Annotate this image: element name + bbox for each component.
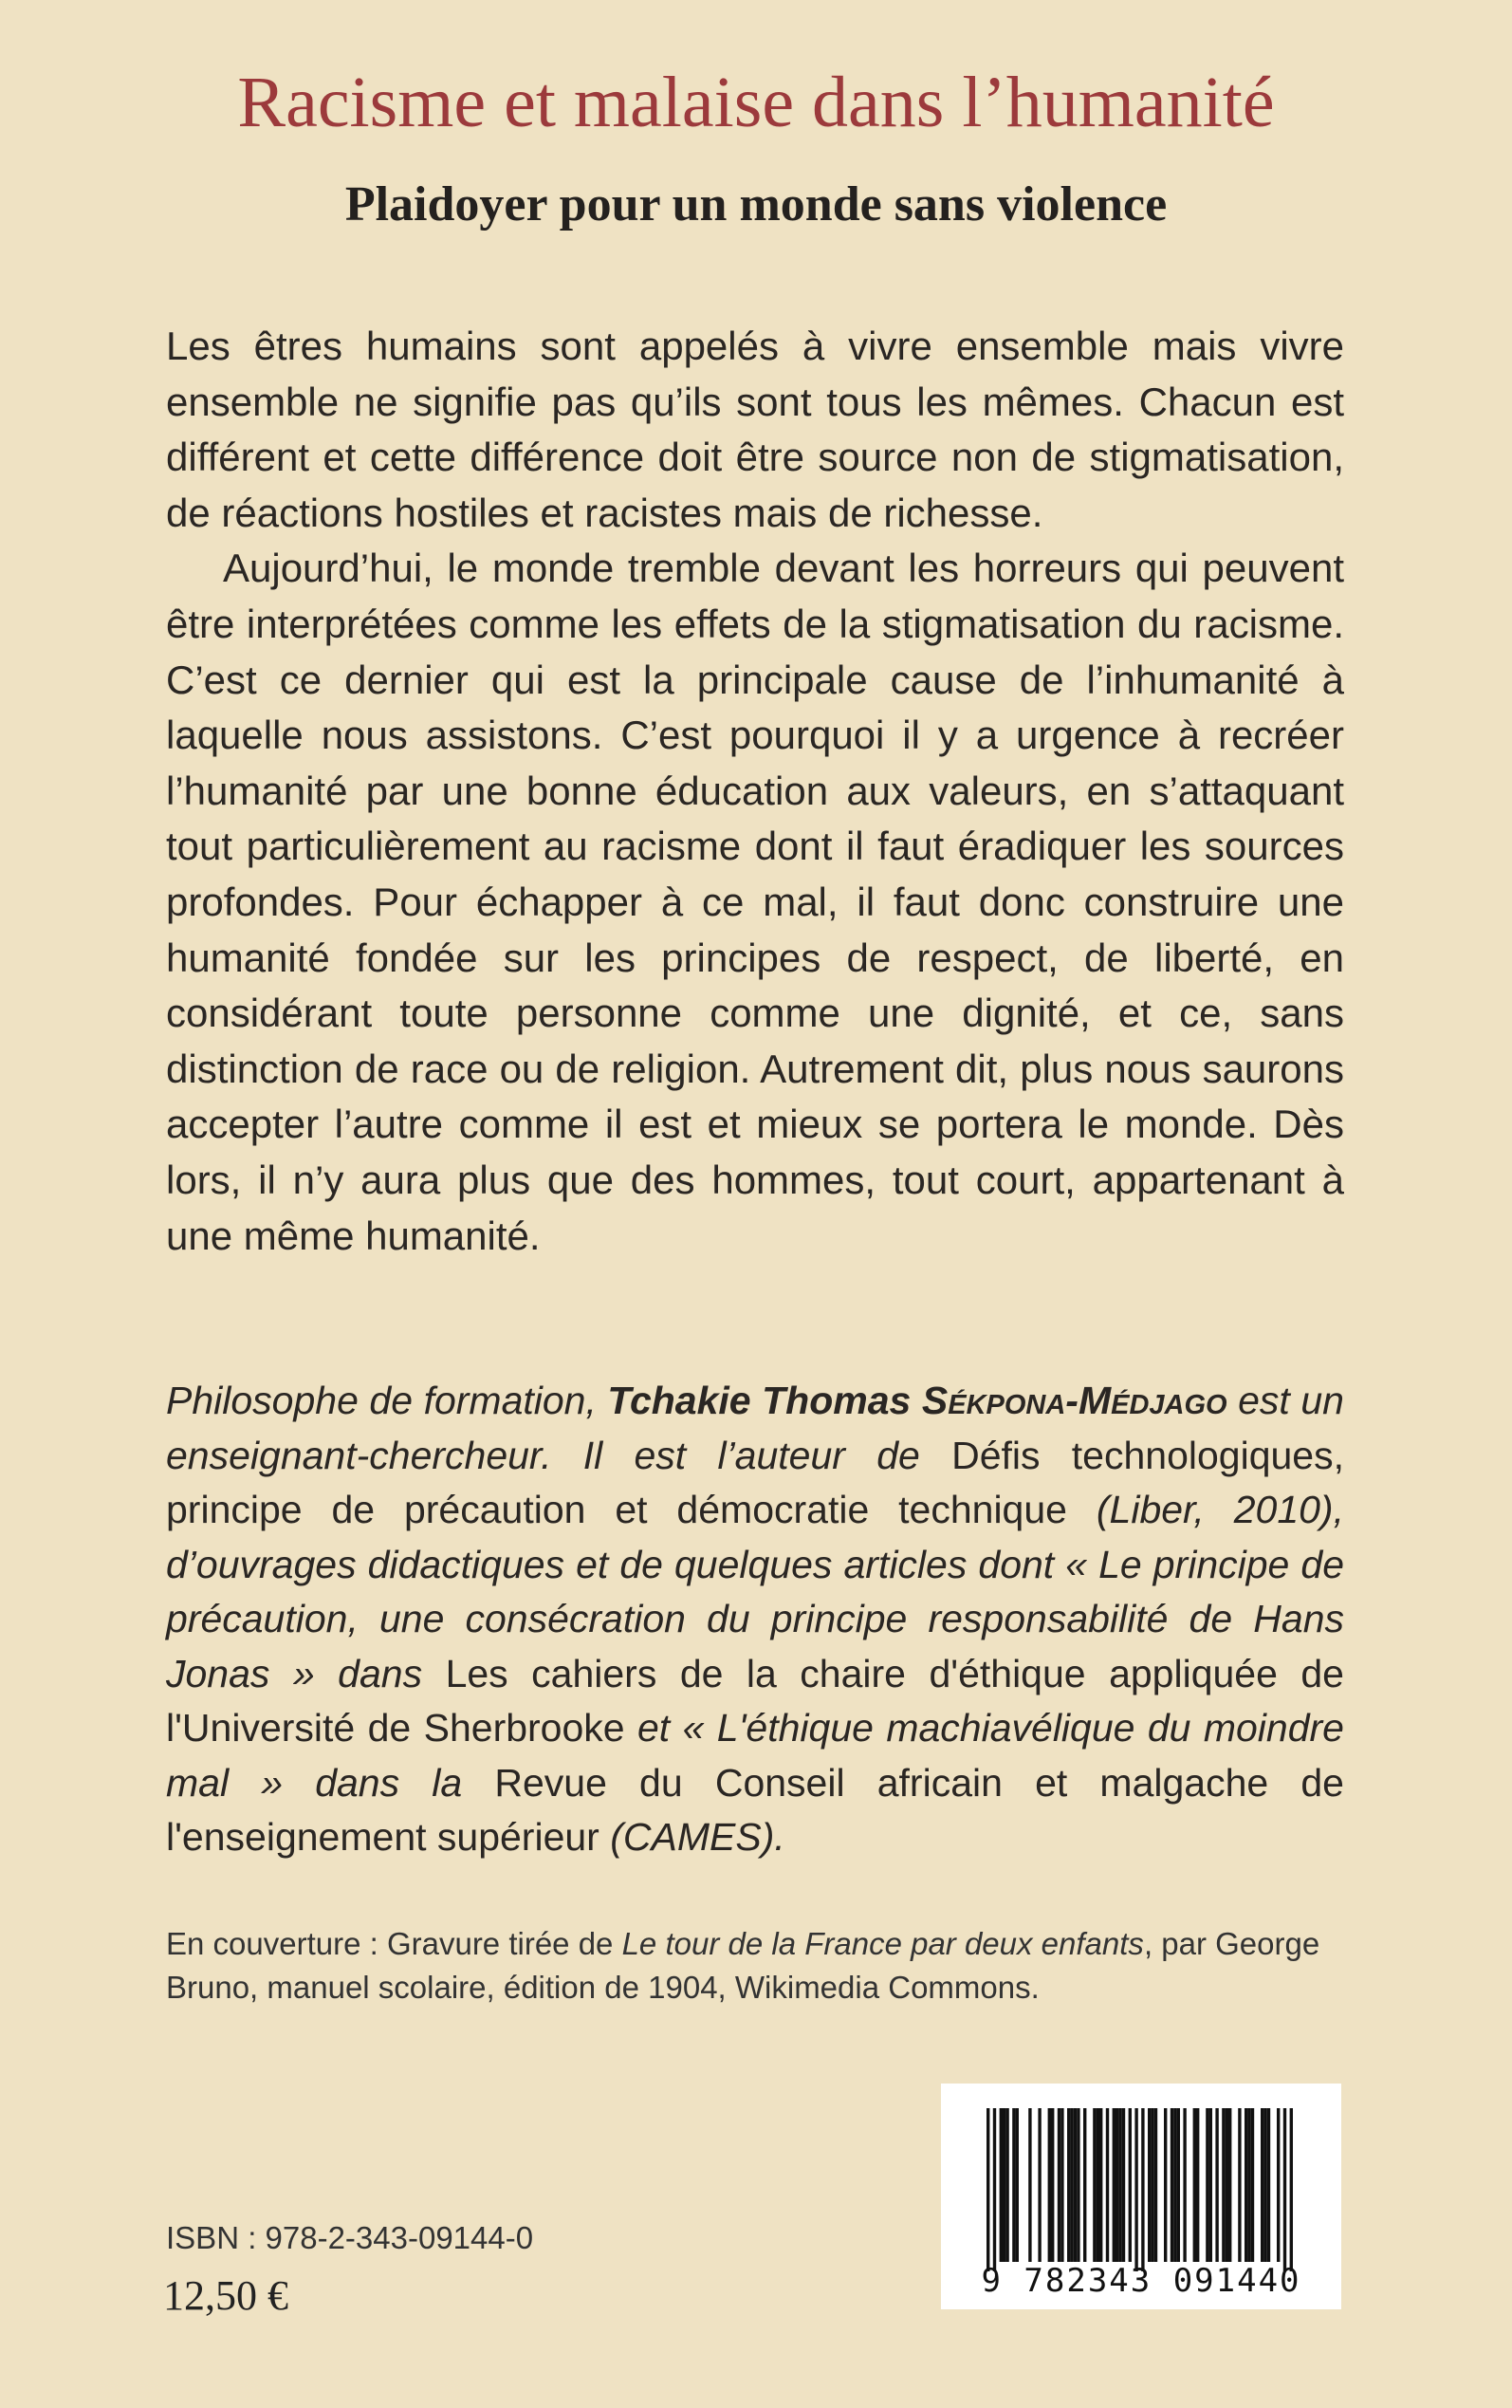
credit-work-title: Le tour de la France par deux enfants bbox=[621, 1926, 1144, 1961]
barcode-bar bbox=[1151, 2108, 1153, 2262]
bio-text-4: (CAMES). bbox=[610, 1815, 785, 1859]
barcode-bar bbox=[1196, 2108, 1199, 2262]
isbn-number: ISBN : 978-2-343-09144-0 bbox=[166, 2220, 534, 2255]
barcode-bar bbox=[1038, 2108, 1041, 2262]
barcode-bar bbox=[1113, 2108, 1116, 2262]
barcode-digits: 9 782343 091440 bbox=[981, 2262, 1301, 2300]
barcode-bar bbox=[1141, 2108, 1144, 2271]
author-first-name: Tchakie Thomas bbox=[607, 1379, 912, 1422]
bio-book-title: Défis technologiques, principe de précaution et démocratie technique bbox=[166, 1433, 1344, 1531]
bio-journal-1: Les cahiers de la chaire d'éthique appliquée de l'Université de Sherbrooke bbox=[166, 1651, 1344, 1750]
barcode-bar bbox=[1277, 2108, 1280, 2262]
barcode-bar bbox=[1077, 2108, 1079, 2262]
barcode-bar bbox=[1134, 2108, 1137, 2271]
barcode-bar bbox=[1251, 2108, 1254, 2262]
barcode-bar bbox=[1051, 2108, 1054, 2262]
credit-prefix: En couverture : Gravure tirée de bbox=[166, 1926, 614, 1961]
barcode-bar bbox=[1016, 2108, 1019, 2262]
barcode-bar bbox=[1099, 2108, 1102, 2262]
barcode-bar bbox=[1283, 2108, 1286, 2271]
barcode-bar bbox=[1058, 2108, 1060, 2262]
cover-credit bbox=[166, 1922, 1344, 2010]
author-last-name: Sékpona-Médjago bbox=[921, 1379, 1227, 1422]
barcode-bar bbox=[1177, 2108, 1180, 2262]
barcode-bar bbox=[1228, 2108, 1231, 2262]
barcode-bar bbox=[1193, 2108, 1196, 2262]
bio-text-1: est un enseignant-chercheur. Il est l’auteur de bbox=[166, 1379, 1344, 1477]
barcode-bar bbox=[1000, 2108, 1003, 2262]
barcode-bar bbox=[1226, 2108, 1228, 2262]
barcode-bar bbox=[1067, 2108, 1070, 2262]
barcode-bar bbox=[993, 2108, 996, 2271]
barcode-bar bbox=[1209, 2108, 1212, 2262]
barcode-bar bbox=[1263, 2108, 1266, 2262]
barcode-bar bbox=[1267, 2108, 1270, 2262]
barcode-bar bbox=[1238, 2108, 1241, 2262]
barcode-bar bbox=[1222, 2108, 1225, 2262]
barcode-bar bbox=[1097, 2108, 1099, 2262]
blurb-paragraph-2: Aujourd’hui, le monde tremble devant les horreurs qui peuvent être interprétées comme les effets de la stigmatisation du racisme. C’est ce dernier qui est la principale cause de l’inhumanité à laquelle nous assistons. C’est pourquoi il y a urgence à recréer l’humanité par une bonne éducation aux valeurs, en s’attaquant tout particulièrement au racisme dont il faut éradiquer les sources profondes. Pour échapper à ce mal, il faut donc construire une humanité fondée sur les principes de respect, de liberté, en considérant toute personne comme une dignité, et ce, sans distinction de race ou de religion. Autrement dit, plus nous saurons accepter l’autre comme il est et mieux se portera le monde. Dès lors, il n’y aura plus que des hommes, tout court, appartenant à une même humanité. bbox=[166, 546, 1344, 1258]
barcode-bar bbox=[1106, 2108, 1109, 2262]
barcode-bar bbox=[1171, 2108, 1173, 2262]
credit-suffix: , par George Bruno, manuel scolaire, édition de 1904, Wikimedia Commons. bbox=[166, 1926, 1320, 2005]
book-subtitle: Plaidoyer pour un monde sans violence bbox=[344, 177, 1168, 232]
barcode-bar bbox=[1122, 2108, 1125, 2262]
barcode-bar bbox=[1005, 2108, 1008, 2262]
barcode bbox=[941, 2084, 1341, 2309]
barcode-bar bbox=[1290, 2108, 1293, 2271]
barcode-bar bbox=[1070, 2108, 1073, 2262]
barcode-bar bbox=[1003, 2108, 1005, 2262]
barcode-bar bbox=[1206, 2108, 1208, 2262]
price: 12,50 € bbox=[163, 2272, 288, 2319]
barcode-bar bbox=[1261, 2108, 1263, 2262]
barcode-bar bbox=[1048, 2108, 1051, 2262]
bio-intro: Philosophe de formation, bbox=[166, 1379, 597, 1422]
barcode-bar bbox=[1183, 2108, 1186, 2262]
author-bio bbox=[166, 1374, 1344, 1865]
barcode-bar bbox=[1116, 2108, 1118, 2262]
bio-journal-2: Revue du Conseil africain et malgache de l'enseignement supérieur bbox=[166, 1760, 1344, 1859]
barcode-bar bbox=[1148, 2108, 1151, 2262]
barcode-bar bbox=[1247, 2108, 1250, 2262]
bio-text-2: (Liber, 2010), d’ouvrages didactiques et de quelques articles dont « Le principe de précaution, une consécration du principe responsabilité de Hans Jonas » dans bbox=[166, 1488, 1344, 1695]
barcode-bar bbox=[1154, 2108, 1157, 2262]
barcode-bar bbox=[1118, 2108, 1121, 2262]
barcode-bar bbox=[1028, 2108, 1031, 2262]
back-cover-blurb bbox=[166, 319, 1344, 1264]
barcode-bar bbox=[1012, 2108, 1015, 2262]
book-title: Racisme et malaise dans l’humanité bbox=[237, 63, 1275, 142]
barcode-bar bbox=[1083, 2108, 1086, 2262]
author-name bbox=[607, 1379, 1226, 1422]
barcode-bar bbox=[1074, 2108, 1077, 2262]
barcode-bar bbox=[986, 2108, 989, 2271]
blurb-paragraph-1: Les êtres humains sont appelés à vivre ensemble mais vivre ensemble ne signifie pas qu’ils sont tous les mêmes. Chacun est différent et cette différence doit être source non de stigmatisation, de réactions hostiles et racistes mais de richesse. bbox=[166, 324, 1344, 535]
barcode-bar bbox=[1060, 2108, 1063, 2262]
barcode-bar bbox=[1245, 2108, 1247, 2262]
bio-text-3: et « L'éthique machiavélique du moindre mal » dans la bbox=[166, 1706, 1344, 1805]
barcode-bar bbox=[1164, 2108, 1167, 2262]
barcode-bar bbox=[1215, 2108, 1218, 2262]
barcode-bar bbox=[1093, 2108, 1096, 2262]
barcode-bar bbox=[1173, 2108, 1176, 2262]
barcode-bar bbox=[1129, 2108, 1132, 2262]
